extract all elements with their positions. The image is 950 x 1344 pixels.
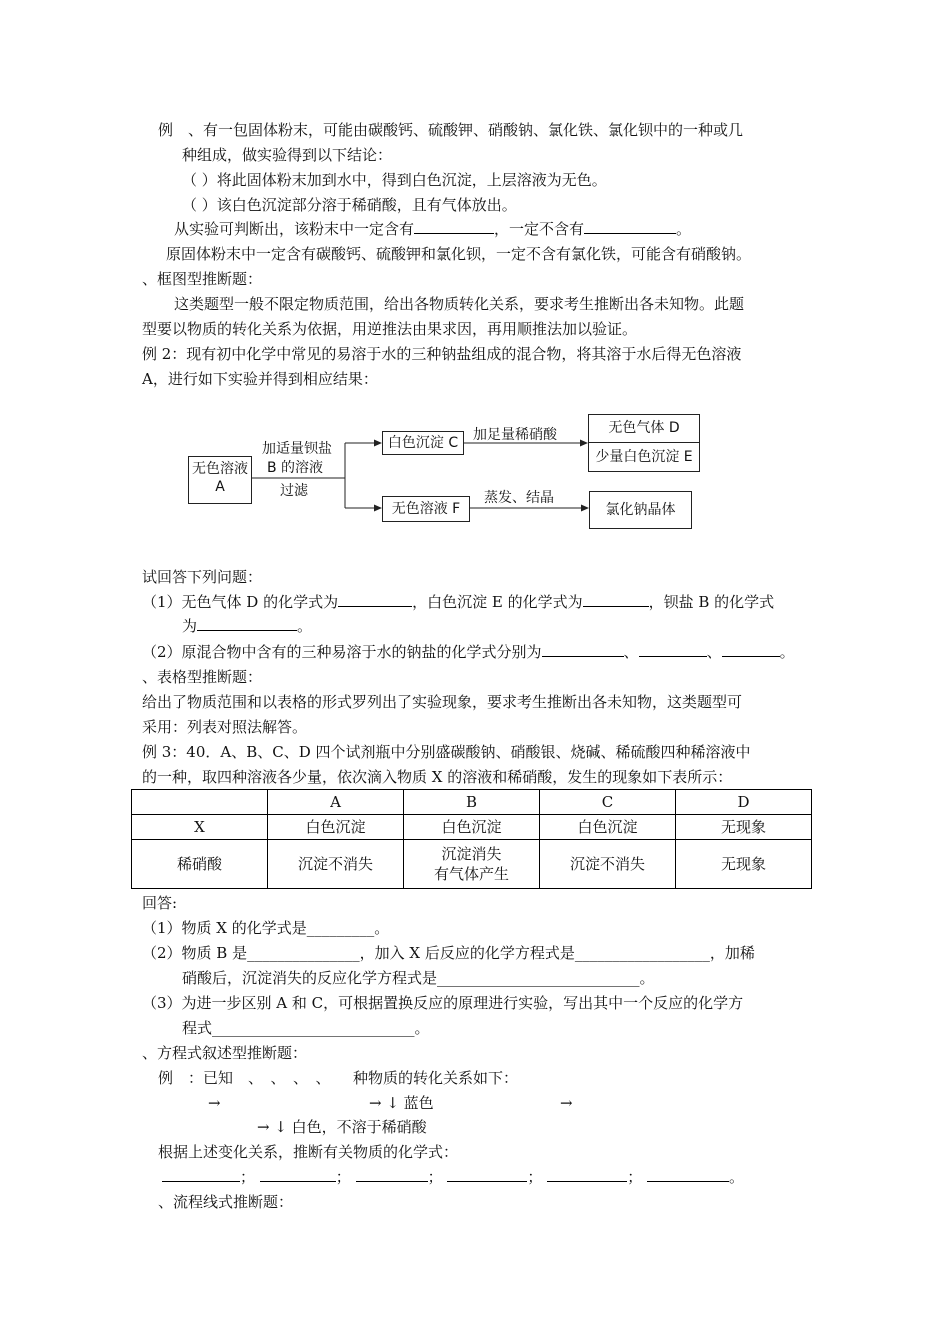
q2-text: ，白色沉淀 E 的化学式为 [412, 593, 583, 611]
sec3-ex-line2: 的一种，取四种溶液各少量，依次滴入物质 X 的溶液和稀硝酸，发生的现象如下表所示： [142, 768, 733, 786]
table-row [132, 840, 812, 889]
box-precipitate-c: 白色沉淀 C [382, 431, 464, 455]
q2-line1b [182, 616, 312, 636]
separator: ； [527, 1168, 543, 1186]
sec2-ex-line2: A，进行如下实验并得到相应结果： [142, 370, 378, 388]
table-header-a: A [268, 790, 404, 815]
ex1-line5-text2: ，一定不含有 [494, 220, 585, 238]
table-cell-line: 有气体产生 [433, 865, 509, 883]
separator: ； [240, 1168, 256, 1186]
q2-text: （1）无色气体 D 的化学式为 [142, 593, 339, 611]
box-gas-precip [588, 414, 700, 472]
box-precipitate-e: 少量白色沉淀 E [595, 449, 693, 465]
q2-text: （2）原混合物中含有的三种易溶于水的钠盐的化学式分别为 [142, 643, 542, 661]
reaction1-arrow: → [208, 1094, 221, 1112]
sec4-title: 、方程式叙述型推断题： [142, 1044, 308, 1062]
box-solution-a [188, 456, 252, 504]
ex1-line4: （ ）该白色沉淀部分溶于稀硝酸，且有气体放出。 [182, 196, 517, 214]
box-gas-d: 无色气体 D [589, 415, 699, 443]
answer-blank[interactable] [542, 642, 624, 657]
flow-diagram [0, 0, 950, 560]
answer-blank[interactable] [197, 616, 297, 631]
period: 。 [728, 1168, 744, 1186]
sec4-answers [162, 1167, 744, 1187]
answer-blank[interactable] [547, 1167, 627, 1182]
sec3-desc1: 给出了物质范围和以表格的形式罗列出了实验现象，要求考生推断出各未知物，这类题型可 [142, 693, 743, 711]
sec2-title: 、框图型推断题： [142, 270, 263, 288]
sec3-title: 、表格型推断题： [142, 668, 263, 686]
q3-line2a: （2）物质 B 是_______________，加入 X 后反应的化学方程式是__________________，加稀 [142, 944, 755, 962]
step3-label: 蒸发、结晶 [484, 490, 554, 506]
q3-line3b: 程式___________________________。 [182, 1019, 430, 1037]
step1-label2: B 的溶液 [267, 460, 324, 476]
reaction1-product: → ↓ 蓝色 [369, 1094, 434, 1112]
box-label: A [215, 479, 225, 495]
table-cell: 白色沉淀 [540, 815, 676, 840]
step1-label1: 加适量钡盐 [262, 441, 332, 457]
q3-line1: （1）物质 X 的化学式是_________。 [142, 919, 390, 937]
reaction2-product: → ↓ 白色，不溶于稀硝酸 [257, 1118, 427, 1136]
table-row [132, 815, 812, 840]
arrowhead [374, 440, 382, 447]
sec4-ask: 根据上述变化关系，推断有关物质的化学式： [158, 1143, 459, 1161]
answer-blank[interactable] [338, 592, 412, 607]
answer-blank[interactable] [639, 642, 707, 657]
table-cell: 沉淀不消失 [540, 840, 676, 889]
table-header-b: B [404, 790, 540, 815]
table-cell: 白色沉淀 [404, 815, 540, 840]
results-table [131, 789, 812, 889]
step2-label: 加足量稀硝酸 [473, 427, 557, 443]
separator: ； [627, 1168, 643, 1186]
table-cell: 无现象 [676, 815, 812, 840]
answer-blank[interactable] [162, 1167, 240, 1182]
box-label: 无色溶液 [192, 461, 248, 477]
ex1-line3: （ ）将此固体粉末加到水中，得到白色沉淀，上层溶液为无色。 [182, 171, 607, 189]
box-solution-f: 无色溶液 F [382, 496, 470, 522]
arrowhead [580, 440, 588, 447]
answer-blank[interactable] [447, 1167, 527, 1182]
ex1-line2: 种组成，做实验得到以下结论： [182, 146, 393, 164]
table-cell: 无现象 [676, 840, 812, 889]
table-cell-line: 沉淀消失 [441, 845, 502, 863]
answer-blank[interactable] [722, 642, 780, 657]
q2-text: 为 [182, 617, 198, 635]
period: 。 [297, 617, 313, 635]
table-cell: 沉淀不消失 [268, 840, 404, 889]
arrowhead [581, 505, 589, 512]
sec2-ex-line1: 例 2：现有初中化学中常见的易溶于水的三种钠盐组成的混合物，将其溶于水后得无色溶液 [142, 345, 742, 363]
separator: ； [335, 1168, 351, 1186]
q3-line2b: 硝酸后，沉淀消失的反应化学方程式是___________________________。 [182, 969, 655, 987]
ex1-line5-text: 从实验可判断出，该粉末中一定含有 [174, 220, 415, 238]
sec5-title: 、流程线式推断题： [158, 1193, 294, 1211]
arrowhead [374, 505, 382, 512]
table-header-d: D [676, 790, 812, 815]
answer-blank[interactable] [583, 592, 649, 607]
step1-label3: 过滤 [280, 483, 308, 499]
separator: ； [427, 1168, 443, 1186]
period: 。 [779, 643, 795, 661]
table-row [132, 790, 812, 815]
answer-blank[interactable] [356, 1167, 428, 1182]
table-cell [132, 790, 268, 815]
separator: 、 [623, 643, 639, 661]
reaction1-arrow2: → [560, 1094, 573, 1112]
sec3-desc2: 采用：列表对照法解答。 [142, 718, 308, 736]
sec2-desc1: 这类题型一般不限定物质范围，给出各物质转化关系，要求考生推断出各未知物。此题 [174, 295, 745, 313]
table-header-c: C [540, 790, 676, 815]
q2-line1 [142, 592, 774, 612]
sec3-ex-line1: 例 3：40．A、B、C、D 四个试剂瓶中分别盛碳酸钠、硝酸银、烧碱、稀硫酸四种稀溶液中 [142, 743, 751, 761]
table-cell: 白色沉淀 [268, 815, 404, 840]
answer-blank[interactable] [647, 1167, 729, 1182]
period: 。 [676, 220, 692, 238]
separator: 、 [706, 643, 722, 661]
table-cell [404, 840, 540, 889]
q2-line2 [142, 642, 795, 662]
answer-blank[interactable] [260, 1167, 336, 1182]
ex1-answer: 原固体粉末中一定含有碳酸钙、硫酸钾和氯化钡，一定不含有氯化铁，可能含有硝酸钠。 [166, 245, 752, 263]
table-cell: 稀硝酸 [132, 840, 268, 889]
q2-text: ，钡盐 B 的化学式 [648, 593, 775, 611]
ex1-line1: 例 、有一包固体粉末，可能由碳酸钙、硫酸钾、硝酸钠、氯化铁、氯化钡中的一种或几 [158, 121, 744, 139]
table-cell: X [132, 815, 268, 840]
q3-line3a: （3）为进一步区别 A 和 C，可根据置换反应的原理进行实验，写出其中一个反应的化学方 [142, 994, 744, 1012]
box-nacl-crystal: 氯化钠晶体 [589, 491, 692, 529]
q3-head: 回答: [142, 894, 178, 912]
sec2-desc2: 型要以物质的转化关系为依据，用逆推法由果求因，再用顺推法加以验证。 [142, 320, 638, 338]
sec4-ex-line: 例 ：已知 、 、 、 、 种物质的转化关系如下： [158, 1069, 519, 1087]
q2-intro: 试回答下列问题： [142, 568, 263, 586]
